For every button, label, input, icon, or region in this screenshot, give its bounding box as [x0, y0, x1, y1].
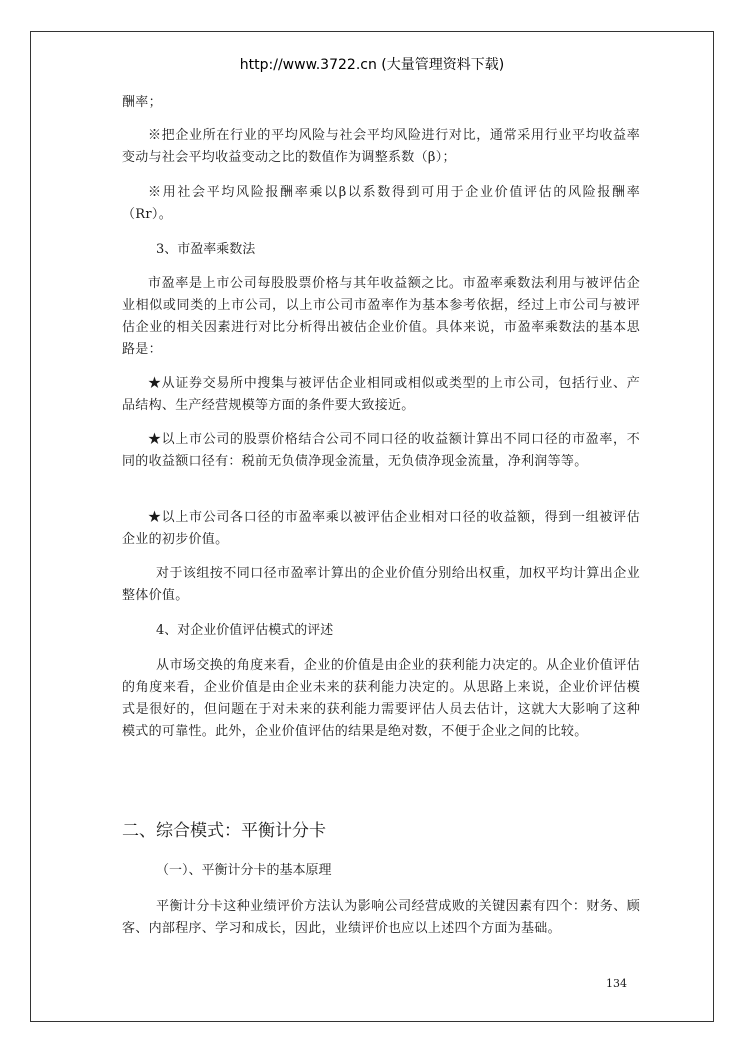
- paragraph-risk-premium: ※用社会平均风险报酬率乘以β以系数得到可用于企业价值评估的风险报酬率（Rr）。: [122, 185, 640, 222]
- paragraph-step-1: ★从证券交易所中搜集与被评估企业相同或相似或类型的上市公司，包括行业、产品结构、生产经营规模等方面的条件要大致接近。: [122, 376, 640, 413]
- paragraph-step-2: ★以上市公司的股票价格结合公司不同口径的收益额计算出不同口径的市盈率，不同的收益额口径有：税前无负债净现金流量，无负债净现金流量，净利润等等。: [122, 432, 640, 469]
- heading-pe-multiple-method: 3、市盈率乘数法: [156, 242, 256, 257]
- paragraph-continuation: 酬率；: [122, 95, 162, 110]
- paragraph-evaluation-review: 从市场交换的角度来看，企业的价值是由企业的获利能力决定的。从企业价值评估的角度来看，企业价值是由企业未来的获利能力决定的。从思路上来说，企业价评估模式是很好的，但问题在于对未来的获利能力需要评估人员去估计，这就大大影响了这种模式的可靠性。此外，企业价值评估的结果是绝对数，不便于企业之间的比较。: [122, 658, 640, 739]
- paragraph-balanced-scorecard: 平衡计分卡这种业绩评价方法认为影响公司经营成败的关键因素有四个：财务、顾客、内部程序、学习和成长，因此，业绩评价也应以上述四个方面为基础。: [122, 899, 640, 936]
- paragraph-pe-definition: 市盈率是上市公司每股股票价格与其年收益额之比。市盈率乘数法利用与被评估企业相似或同类的上市公司，以上市公司市盈率作为基本参考依据，经过上市公司与被评估企业的相关因素进行对比分析得出被估企业价值。具体来说，市盈率乘数法的基本思路是：: [122, 276, 640, 357]
- paragraph-weighting: 对于该组按不同口径市盈率计算出的企业价值分别给出权重，加权平均计算出企业整体价值。: [122, 566, 640, 603]
- page-header-url[interactable]: http://www.3722.cn (大量管理资料下载): [239, 57, 505, 73]
- heading-evaluation-review: 4、对企业价值评估模式的评述: [156, 623, 334, 638]
- paragraph-step-3: ★以上市公司各口径的市盈率乘以被评估企业相对口径的收益额，得到一组被评估企业的初步价值。: [122, 510, 640, 547]
- page-number: 134: [606, 977, 627, 990]
- subsection-title: （一）、平衡计分卡的基本原理: [156, 863, 332, 878]
- paragraph-beta-adjustment: ※把企业所在行业的平均风险与社会平均风险进行对比，通常采用行业平均收益率变动与社会平均收益变动之比的数值作为调整系数（β）；: [122, 128, 640, 165]
- section-title: 二、综合模式：平衡计分卡: [122, 821, 326, 841]
